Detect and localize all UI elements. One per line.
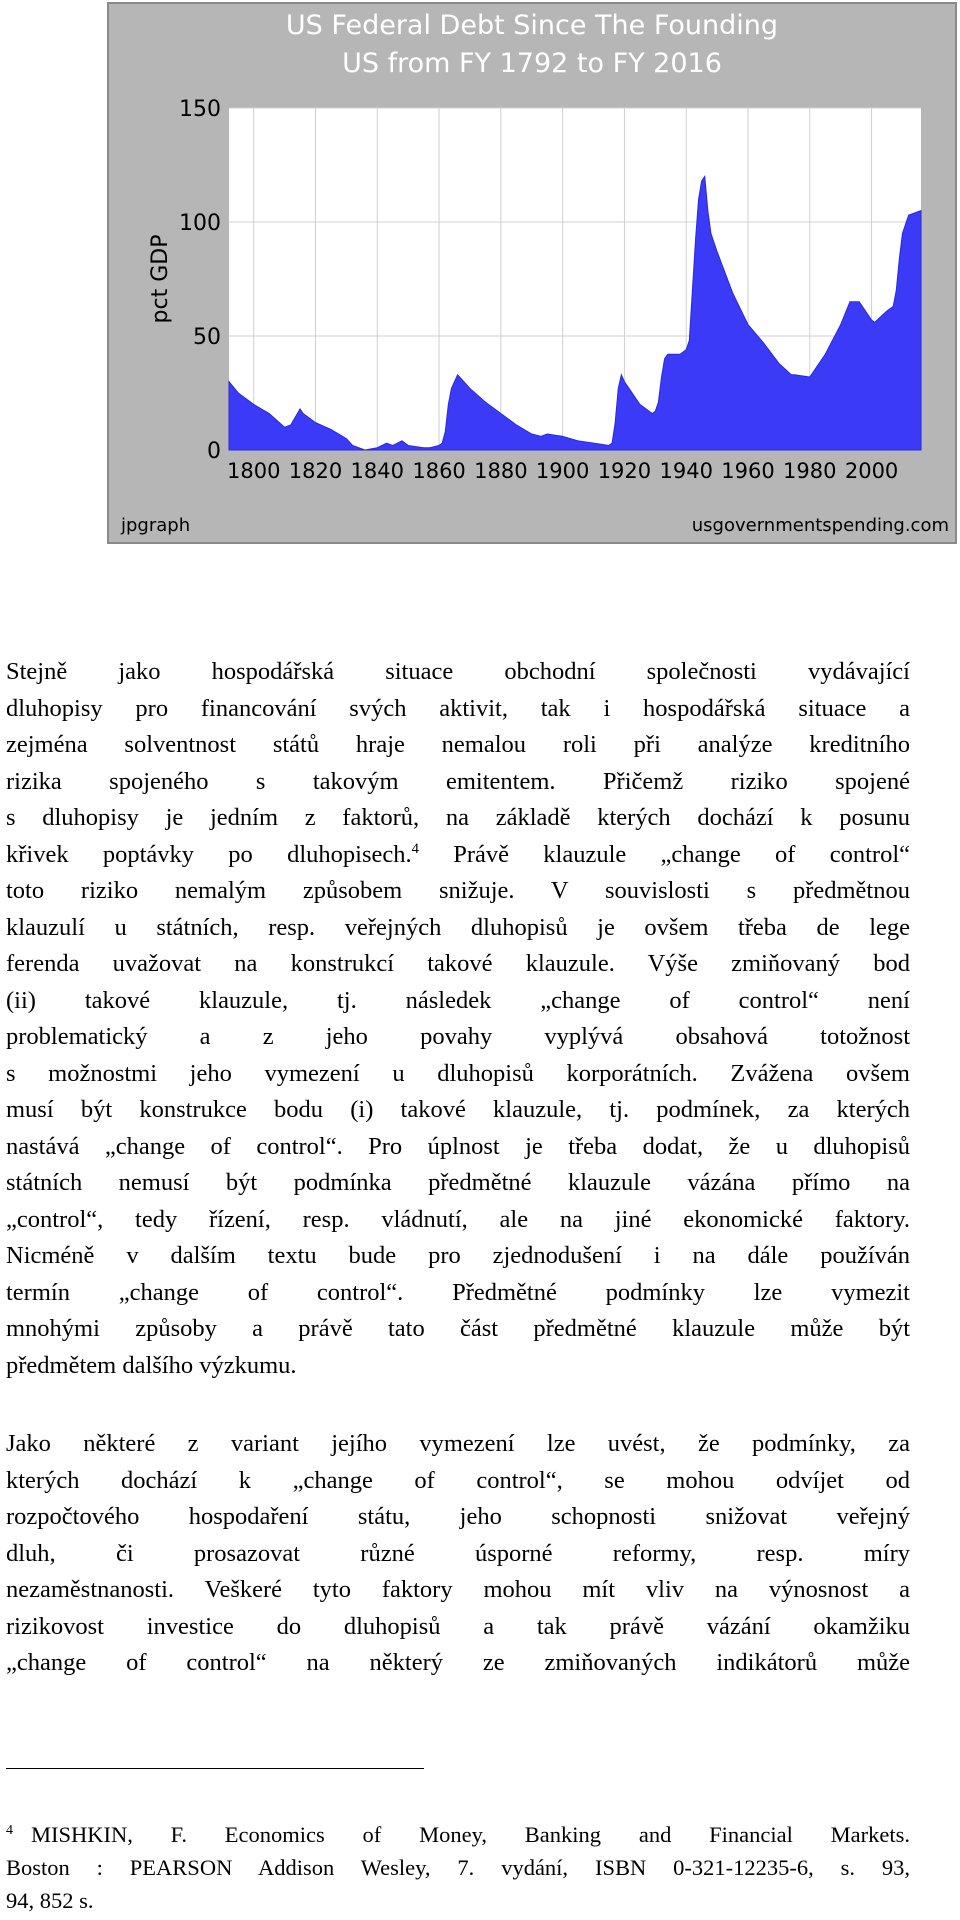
- text-line: zejména solventnost států hraje nemalou roli při analýze kreditního: [6, 731, 910, 758]
- x-tick-label: 1820: [288, 459, 343, 483]
- text-line: termín „change of control“. Předmětné podmínky lze vymezit: [6, 1278, 910, 1306]
- text-line: Stejně jako hospodářská situace obchodní společnosti vydávající: [6, 658, 910, 685]
- x-tick-label: 1940: [659, 459, 713, 483]
- text-line: s dluhopisy je jedním z faktorů, na základě kterých dochází k posunu: [6, 804, 910, 831]
- footnote-text: MISHKIN, F. Economics of Money, Banking and Financial Markets.: [30, 1822, 910, 1847]
- y-axis-label: pct GDP: [148, 234, 173, 324]
- text-line: dluhopisy pro financování svých aktivit, tak i hospodářská situace a: [6, 694, 910, 722]
- text-line: Boston : PEARSON Addison Wesley, 7. vydání, ISBN 0-321-12235-6, s. 93,: [6, 1855, 910, 1880]
- text-segment: křivek poptávky po dluhopisech.: [6, 840, 412, 868]
- chart-canvas: [109, 4, 955, 542]
- footnote-mark: 4: [6, 1822, 13, 1838]
- x-tick-label: 1880: [474, 459, 528, 483]
- text-line: dluh, či prosazovat různé úsporné reformy, resp. míry: [6, 1539, 910, 1567]
- text-line: rizikovost investice do dluhopisů a tak právě vázání okamžiku: [6, 1612, 910, 1640]
- x-tick-label: 1800: [226, 459, 281, 483]
- x-tick-label: 1860: [412, 459, 466, 483]
- chart-footer-left: jpgraph: [121, 515, 191, 536]
- text-line: mnohými způsoby a právě tato část předmětné klauzule může být: [6, 1315, 910, 1342]
- text-line: 94, 852 s.: [6, 1888, 94, 1913]
- text-line: státních nemusí být podmínka předmětné klauzule vázána přímo na: [6, 1169, 910, 1196]
- footnote-separator: [6, 1768, 424, 1769]
- footnote-reference[interactable]: 4: [411, 840, 419, 857]
- y-tick-label: 150: [179, 97, 221, 122]
- x-tick-label: 1980: [783, 459, 837, 483]
- x-tick-label: 1900: [535, 459, 590, 483]
- x-tick-label: 1840: [350, 459, 405, 483]
- paragraph-1: [6, 654, 910, 1384]
- x-tick-label: 1920: [597, 459, 652, 483]
- text-line: Nicméně v dalším textu bude pro zjednodušení i na dále používán: [6, 1242, 910, 1269]
- paragraph-2: [6, 1426, 910, 1682]
- text-line: (ii) takové klauzule, tj. následek „change of control“ není: [6, 986, 910, 1014]
- y-tick-label: 0: [207, 439, 221, 464]
- chart-subtitle: US from FY 1792 to FY 2016: [342, 48, 722, 79]
- text-line: kterých dochází k „change of control“, se mohou odvíjet od: [6, 1466, 910, 1494]
- text-line: klauzulí u státních, resp. veřejných dluhopisů je ovšem třeba de lege: [6, 913, 910, 941]
- text-line: nezaměstnanosti. Veškeré tyto faktory mohou mít vliv na výnosnost a: [6, 1576, 910, 1603]
- y-tick-label: 100: [179, 211, 221, 236]
- text-line: Jako některé z variant jejího vymezení lze uvést, že podmínky, za: [6, 1430, 910, 1457]
- text-line: problematický a z jeho povahy vyplývá obsahová totožnost: [6, 1023, 910, 1050]
- text-line: „control“, tedy řízení, resp. vládnutí, ale na jiné ekonomické faktory.: [6, 1205, 910, 1233]
- text-line: [6, 837, 910, 874]
- text-line: rizika spojeného s takovým emitentem. Přičemž riziko spojené: [6, 767, 910, 795]
- text-segment: Právě klauzule „change of control“: [418, 840, 910, 868]
- chart-source: usgovernmentspending.com: [691, 515, 949, 536]
- debt-chart: [107, 2, 957, 544]
- footnote: [6, 1818, 910, 1917]
- text-line: toto riziko nemalým způsobem snižuje. V souvislosti s předmětnou: [6, 877, 910, 904]
- text-line: [6, 1818, 910, 1851]
- chart-title: US Federal Debt Since The Founding: [285, 10, 779, 41]
- x-tick-label: 1960: [721, 459, 775, 483]
- x-tick-label: 2000: [844, 459, 899, 483]
- text-line: „change of control“ na některý ze zmiňovaných indikátorů může: [6, 1649, 910, 1676]
- text-line: s možnostmi jeho vymezení u dluhopisů korporátních. Zvážena ovšem: [6, 1059, 910, 1087]
- text-line: ferenda uvažovat na konstrukcí takové klauzule. Výše zmiňovaný bod: [6, 950, 910, 977]
- text-line: musí být konstrukce bodu (i) takové klauzule, tj. podmínek, za kterých: [6, 1096, 910, 1123]
- text-line: rozpočtového hospodaření státu, jeho schopnosti snižovat veřejný: [6, 1503, 910, 1530]
- y-tick-label: 50: [193, 325, 221, 350]
- text-line: předmětem dalšího výzkumu.: [6, 1351, 297, 1379]
- text-line: nastává „change of control“. Pro úplnost je třeba dodat, že u dluhopisů: [6, 1132, 910, 1160]
